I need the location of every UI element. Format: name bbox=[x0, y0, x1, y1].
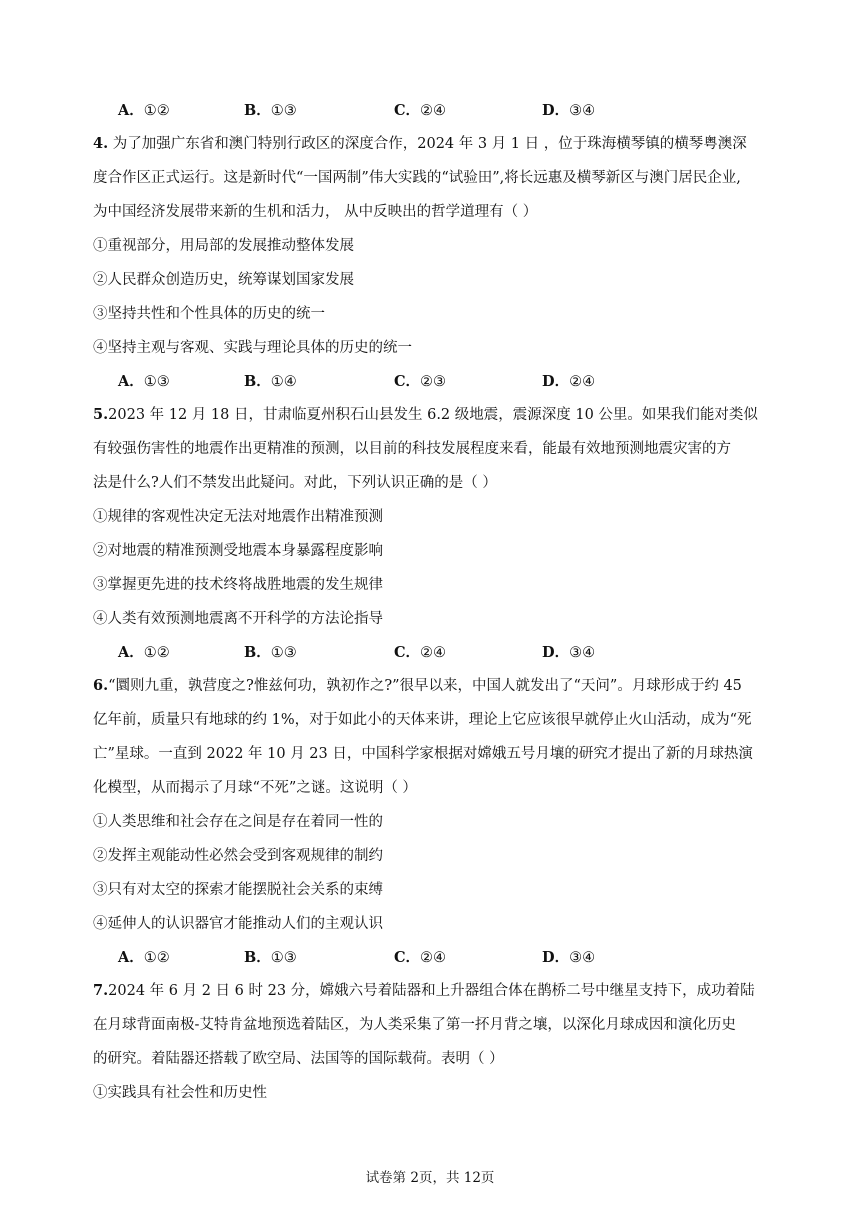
q5-stem-line-2: 有较强伤害性的地震作出更精准的预测，以目前的科技发展程度来看，能最有效地预测地震灾害的方 bbox=[93, 441, 731, 457]
q6-statement-2: ②发挥主观能动性必然会受到客观规律的制约 bbox=[93, 848, 383, 864]
q4-statement-1: ①重视部分，用局部的发展推动整体发展 bbox=[93, 238, 354, 254]
q4-stem-line-2: 度合作区正式运行。这是新时代“一国两制”伟大实践的“试验田”,将长远惠及横琴新区与澳门居民企业, bbox=[93, 170, 741, 186]
q3-option-b: B．①③ bbox=[244, 102, 297, 119]
q6-stem-line-4: 化模型，从而揭示了月球“不死”之谜。这说明（ ） bbox=[93, 780, 417, 796]
q3-option-d: D．③④ bbox=[542, 102, 596, 119]
q6-option-d: D．③④ bbox=[542, 949, 596, 966]
q7-stem-line-1: 7.2024 年 6 月 2 日 6 时 23 分，嫦娥六号着陆器和上升器组合体在鹊桥二号中继星支持下，成功着陆 bbox=[93, 982, 755, 999]
q6-statement-1: ①人类思维和社会存在之间是存在着同一性的 bbox=[93, 814, 383, 830]
q4-stem-line-1: 4. 为了加强广东省和澳门特别行政区的深度合作，2024 年 3 月 1 日 ，位于珠海横琴镇的横琴粤澳深 bbox=[93, 135, 747, 152]
q3-options bbox=[118, 99, 718, 119]
q5-stem-line-1: 5.2023 年 12 月 18 日，甘肃临夏州积石山县发生 6.2 级地震，震源深度 10 公里。如果我们能对类似 bbox=[93, 406, 758, 423]
q4-statement-2: ②人民群众创造历史，统筹谋划国家发展 bbox=[93, 272, 354, 288]
q5-stem-line-3: 法是什么?人们不禁发出此疑问。对此，下列认识正确的是（ ） bbox=[93, 475, 497, 491]
q5-statement-3: ③掌握更先进的技术终将战胜地震的发生规律 bbox=[93, 577, 383, 593]
q5-statement-2: ②对地震的精准预测受地震本身暴露程度影响 bbox=[93, 543, 383, 559]
q7-stem-line-3: 的研究。着陆器还搭载了欧空局、法国等的国际载荷。表明（ ） bbox=[93, 1051, 504, 1067]
q6-options bbox=[118, 946, 718, 966]
q3-option-c: C．②④ bbox=[394, 102, 447, 119]
q6-option-c: C．②④ bbox=[394, 949, 447, 966]
q4-option-a: A．①③ bbox=[118, 373, 170, 390]
q5-statement-4: ④人类有效预测地震离不开科学的方法论指导 bbox=[93, 611, 383, 627]
q5-option-b: B．①③ bbox=[244, 644, 297, 661]
q6-stem-line-2: 亿年前，质量只有地球的约 1%，对于如此小的天体来讲，理论上它应该很早就停止火山活动，成为“死 bbox=[93, 712, 752, 728]
q4-option-b: B．①④ bbox=[244, 373, 297, 390]
q7-stem-line-2: 在月球背面南极-艾特肯盆地预选着陆区，为人类采集了第一抔月背之壤，以深化月球成因和演化历史 bbox=[93, 1017, 736, 1033]
q6-option-a: A．①② bbox=[118, 949, 170, 966]
q5-options bbox=[118, 641, 718, 661]
q7-number: 7. bbox=[93, 982, 109, 999]
q5-option-d: D．③④ bbox=[542, 644, 596, 661]
q5-statement-1: ①规律的客观性决定无法对地震作出精准预测 bbox=[93, 509, 383, 525]
q6-statement-3: ③只有对太空的探索才能摆脱社会关系的束缚 bbox=[93, 882, 383, 898]
q5-number: 5. bbox=[93, 406, 109, 423]
q4-option-d: D．②④ bbox=[542, 373, 596, 390]
q4-number: 4. bbox=[93, 135, 109, 152]
q6-statement-4: ④延伸人的认识器官才能推动人们的主观认识 bbox=[93, 916, 383, 932]
q4-option-c: C．②③ bbox=[394, 373, 447, 390]
q4-options bbox=[118, 370, 718, 390]
q4-statement-3: ③坚持共性和个性具体的历史的统一 bbox=[93, 306, 325, 322]
q7-statement-1: ①实践具有社会性和历史性 bbox=[93, 1085, 267, 1101]
q6-number: 6. bbox=[93, 677, 109, 694]
q5-option-c: C．②④ bbox=[394, 644, 447, 661]
q6-stem-line-3: 亡”星球。一直到 2022 年 10 月 23 日，中国科学家根据对嫦娥五号月壤的研究才提出了新的月球热演 bbox=[93, 746, 753, 762]
q6-stem-line-1: 6.“圜则九重，孰营度之?惟兹何功，孰初作之?”很早以来，中国人就发出了“天问”。月球形成于约 45 bbox=[93, 677, 742, 694]
q6-option-b: B．①③ bbox=[244, 949, 297, 966]
q4-statement-4: ④坚持主观与客观、实践与理论具体的历史的统一 bbox=[93, 340, 412, 356]
q3-option-a: A．①② bbox=[118, 102, 170, 119]
q5-option-a: A．①② bbox=[118, 644, 170, 661]
page-footer: 试卷第 2页，共 12页 bbox=[365, 1170, 495, 1186]
q4-stem-line-3: 为中国经济发展带来新的生机和活力， 从中反映出的哲学道理有（ ） bbox=[93, 204, 538, 220]
